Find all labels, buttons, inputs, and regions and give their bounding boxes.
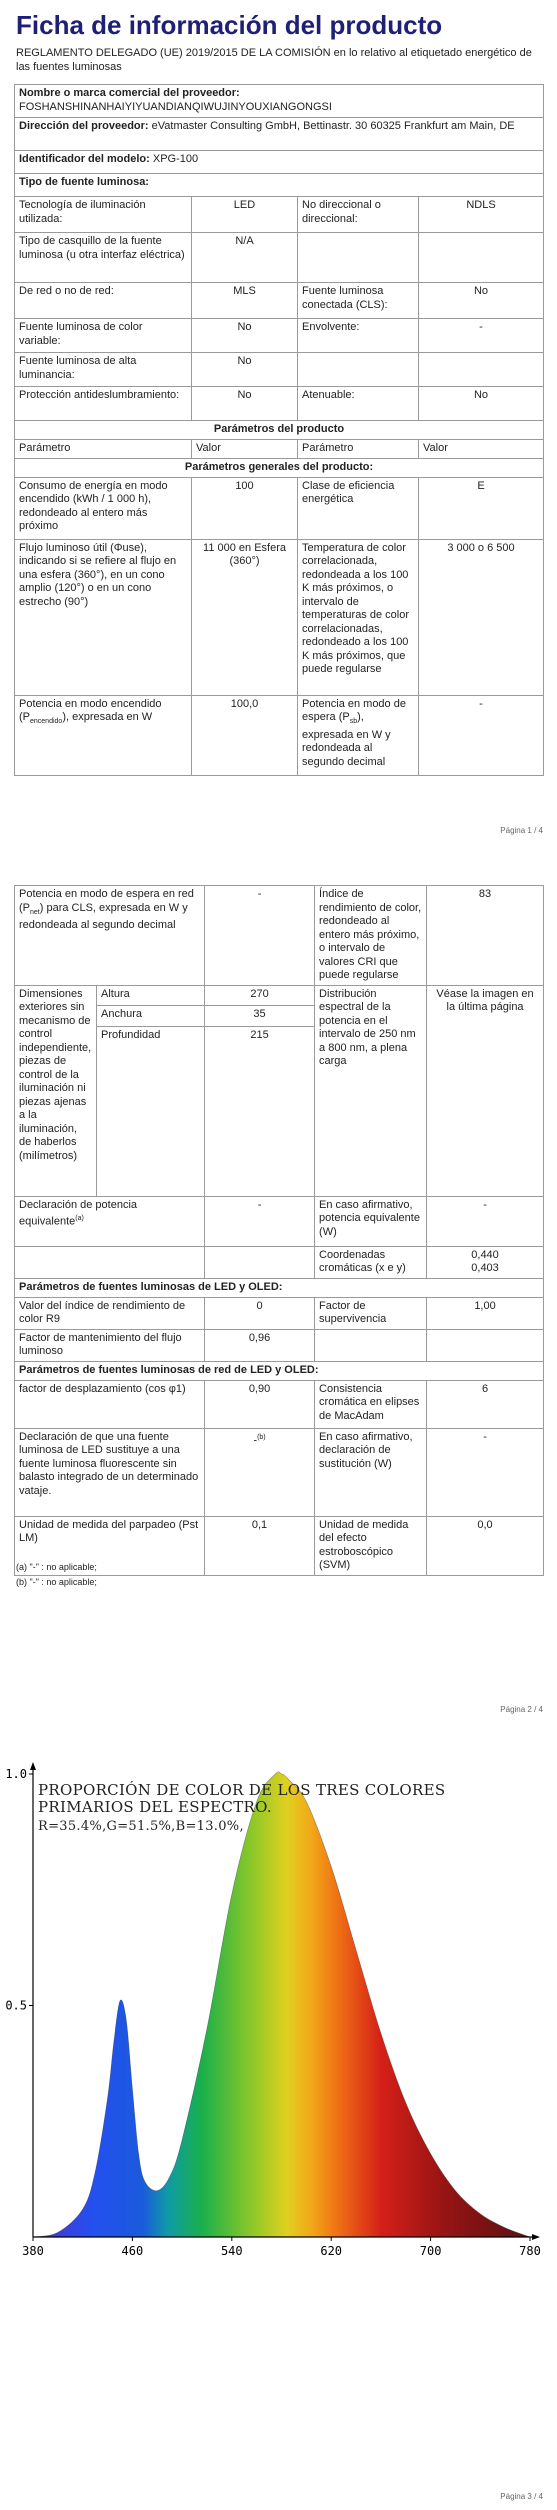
param-label: Consumo de energía en modo encendido (kWh / 1 000 h), redondeado al entero más próximo: [15, 477, 192, 539]
param-label: Unidad de medida del efecto estroboscópico (SVM): [315, 1516, 427, 1575]
mains-row: [15, 1380, 544, 1428]
type-label: [298, 233, 419, 283]
param-value: E: [419, 477, 544, 539]
params-heading-row: [15, 421, 544, 440]
param-value: 83: [427, 886, 544, 986]
type-label: [298, 353, 419, 387]
page-number: Página 2 / 4: [500, 1705, 543, 1714]
param-value: -: [427, 1196, 544, 1246]
type-label: Fuente luminosa de alta luminancia:: [15, 353, 192, 387]
label-subscript: sb: [349, 718, 358, 726]
product-info-table-continued: [14, 885, 544, 1576]
product-info-table: [14, 84, 544, 776]
type-label: Envolvente:: [298, 319, 419, 353]
type-row: [15, 233, 544, 283]
mains-heading: Parámetros de fuentes luminosas de red de LED y OLED:: [15, 1361, 544, 1380]
type-value: [419, 233, 544, 283]
y-tick-label: 1.0: [5, 1767, 27, 1781]
param-label: Coordenadas cromáticas (x e y): [315, 1246, 427, 1278]
label-text: ), expresada en W y redondeada al segundo decimal: [302, 711, 391, 768]
param-label: [15, 695, 192, 775]
label-subscript: net: [30, 908, 40, 916]
general-heading: Parámetros generales del producto:: [15, 458, 544, 477]
y-axis-arrow: [30, 1762, 36, 1770]
page-number: Página 3 / 4: [500, 2492, 543, 2501]
param-label: En caso afirmativo, declaración de sustitución (W): [315, 1428, 427, 1516]
param-value: -: [427, 1428, 544, 1516]
col-header-param: Parámetro: [15, 440, 192, 459]
param-value: 100: [192, 477, 298, 539]
type-value: NDLS: [419, 197, 544, 233]
param-value: 11 000 en Esfera (360°): [192, 539, 298, 695]
x-tick-label: 780: [519, 2244, 541, 2258]
type-label: Atenuable:: [298, 387, 419, 421]
spectral-label: Distribución espectral de la potencia en el intervalo de 250 nm a 800 nm, a plena carga: [315, 985, 427, 1196]
supplier-value: FOSHANSHINANHAIYIYUANDIANQIWUJINYOUXIANGONGSI: [19, 100, 332, 113]
general-row: [15, 695, 544, 775]
type-label: Protección antideslumbramiento:: [15, 387, 192, 421]
type-label: Tipo de casquillo de la fuente luminosa (u otra interfaz eléctrica): [15, 233, 192, 283]
label-text: Declaración de potencia equivalente: [19, 1198, 138, 1228]
params-heading: Parámetros del producto: [15, 421, 544, 440]
label-text: ), expresada en W: [62, 711, 153, 723]
model-label: Identificador del modelo:: [19, 153, 150, 165]
type-value: No: [192, 353, 298, 387]
param-value: 3 000 o 6 500: [419, 539, 544, 695]
param-value: 0: [205, 1297, 315, 1329]
param-label: [298, 695, 419, 775]
type-value: MLS: [192, 283, 298, 319]
chart-plot-area: [5, 1762, 541, 2258]
param-label: Declaración de que una fuente luminosa de LED sustituye a una fuente luminosa fluorescente sin balasto integrado de un determinado vataje.: [15, 1428, 205, 1516]
param-value: -: [205, 1196, 315, 1246]
supplier-row: [15, 85, 544, 118]
type-row: [15, 353, 544, 387]
col-header-value: Valor: [192, 440, 298, 459]
footnote-a: (a) "-" : no aplicable;: [16, 1562, 97, 1572]
param-label: Factor de mantenimiento del flujo luminoso: [15, 1329, 205, 1361]
general-row: [15, 539, 544, 695]
page-1: [0, 0, 557, 860]
general-heading-row: [15, 458, 544, 477]
page-title: Ficha de información del producto: [16, 10, 443, 40]
type-value: No: [192, 387, 298, 421]
param-value: -: [205, 886, 315, 986]
standby-row: [15, 886, 544, 986]
footnote-b: (b) "-" : no aplicable;: [16, 1577, 97, 1587]
led-row: [15, 1329, 544, 1361]
param-value: 0,0: [427, 1516, 544, 1575]
model-value: XPG-100: [152, 153, 199, 165]
param-value: -: [419, 695, 544, 775]
type-label: De red o no de red:: [15, 283, 192, 319]
label-text: ) para CLS, expresada en W y redondeada al segundo decimal: [19, 901, 188, 932]
param-label: [15, 886, 205, 986]
dimensions-label: Dimensiones exteriores sin mecanismo de control independiente, piezas de control de la iluminación ni piezas ajenas a la iluminación, de haberlos (milímetros): [15, 985, 97, 1196]
dimension-value: 270: [205, 985, 315, 1006]
param-label: factor de desplazamiento (cos φ1): [15, 1380, 205, 1428]
page-2: [0, 860, 557, 1740]
spectrum-area: [33, 1772, 530, 2237]
param-label: [315, 1329, 427, 1361]
address-row: [15, 118, 544, 151]
x-axis-arrow: [532, 2234, 540, 2240]
type-label: Fuente luminosa de color variable:: [15, 319, 192, 353]
footnote-marker: (b): [257, 1433, 266, 1441]
param-label: Unidad de medida del parpadeo (Pst LM): [15, 1516, 205, 1575]
regulation-subtitle: REGLAMENTO DELEGADO (UE) 2019/2015 DE LA COMISIÓN en lo relativo al etiquetado energético de las fuentes luminosas: [16, 47, 532, 73]
address-value: eVatmaster Consulting GmbH, Bettinastr. 30 60325 Frankfurt am Main, DE: [151, 120, 515, 132]
value-text: -: [253, 1434, 258, 1447]
param-value: [427, 1329, 544, 1361]
y-tick-label: 0.5: [5, 1998, 27, 2013]
general-row: [15, 477, 544, 539]
type-heading: Tipo de fuente luminosa:: [15, 174, 544, 197]
supplier-label: Nombre o marca comercial del proveedor:: [19, 87, 240, 99]
param-value: 0,1: [205, 1516, 315, 1575]
label-text: Potencia en modo encendido (P: [19, 697, 162, 723]
param-label: En caso afirmativo, potencia equivalente (W): [315, 1196, 427, 1246]
type-row: [15, 387, 544, 421]
chromaticity-row: [15, 1246, 544, 1278]
chart-subtitle: R=35.4%,G=51.5%,B=13.0%,: [38, 1819, 244, 1834]
footnote-marker: (a): [75, 1215, 84, 1222]
param-label: Valor del índice de rendimiento de color R9: [15, 1297, 205, 1329]
type-value: [419, 353, 544, 387]
type-value: No: [419, 387, 544, 421]
chroma-y: 0,403: [471, 1262, 499, 1274]
x-tick-label: 700: [419, 2244, 442, 2258]
column-header-row: [15, 440, 544, 459]
param-value: [427, 1246, 544, 1278]
mains-row: [15, 1428, 544, 1516]
param-value: 0,96: [205, 1329, 315, 1361]
type-label: Tecnología de iluminación utilizada:: [15, 197, 192, 233]
type-label: Fuente luminosa conectada (CLS):: [298, 283, 419, 319]
param-value: 1,00: [427, 1297, 544, 1329]
equivalent-power-row: [15, 1196, 544, 1246]
x-tick-label: 620: [320, 2244, 343, 2258]
param-label: [15, 1196, 205, 1246]
chart-title: PROPORCIÓN DE COLOR DE LOS TRES COLORES PRIMARIOS DEL ESPECTRO.: [38, 1781, 446, 1816]
type-heading-row: [15, 174, 544, 197]
dimension-name: Altura: [97, 985, 205, 1006]
mains-heading-row: [15, 1361, 544, 1380]
spectral-value: Véase la imagen en la última página: [427, 985, 544, 1196]
type-value: N/A: [192, 233, 298, 283]
col-header-value: Valor: [419, 440, 544, 459]
label-text: Potencia en modo de espera (P: [302, 697, 406, 723]
dimension-name: Anchura: [97, 1006, 205, 1027]
param-label: Factor de supervivencia: [315, 1297, 427, 1329]
param-value: 0,90: [205, 1380, 315, 1428]
type-row: [15, 197, 544, 233]
type-row: [15, 319, 544, 353]
page-3: [0, 1740, 557, 2510]
param-label: Índice de rendimiento de color, redondeado al entero más próximo, o intervalo de valores CRI que puede regularse: [315, 886, 427, 986]
param-value: 6: [427, 1380, 544, 1428]
type-value: No: [192, 319, 298, 353]
param-label: Clase de eficiencia energética: [298, 477, 419, 539]
x-tick-label: 460: [121, 2244, 144, 2258]
param-label: Temperatura de color correlacionada, redondeada a los 100 K más próximos, o intervalo de temperaturas de color correlacionadas, redondeado a los 100 K más próximos, que puede regularse: [298, 539, 419, 695]
dimension-value: 215: [205, 1026, 315, 1196]
chroma-x: 0,440: [471, 1248, 499, 1261]
model-row: [15, 151, 544, 174]
param-value: [205, 1428, 315, 1516]
x-tick-label: 380: [22, 2244, 44, 2258]
type-row: [15, 283, 544, 319]
label-subscript: encendido: [30, 718, 63, 726]
led-heading-row: [15, 1278, 544, 1297]
label-text: Potencia en modo de espera en red (P: [19, 888, 194, 914]
footnotes: [16, 1560, 97, 1590]
param-value: 100,0: [192, 695, 298, 775]
type-value: LED: [192, 197, 298, 233]
x-tick-label: 540: [220, 2244, 243, 2258]
dimension-name: Profundidad: [97, 1026, 205, 1196]
dimensions-row: [15, 985, 544, 1006]
type-value: -: [419, 319, 544, 353]
param-label: Flujo luminoso útil (Φuse), indicando si se refiere al flujo en una esfera (360°), en un cono amplio (120°) o en un cono estrecho (90°): [15, 539, 192, 695]
led-heading: Parámetros de fuentes luminosas de LED y OLED:: [15, 1278, 544, 1297]
page-number: Página 1 / 4: [500, 826, 543, 835]
param-label: Consistencia cromática en elipses de MacAdam: [315, 1380, 427, 1428]
dimension-value: 35: [205, 1006, 315, 1027]
col-header-param: Parámetro: [298, 440, 419, 459]
type-value: No: [419, 283, 544, 319]
type-label: No direccional o direccional:: [298, 197, 419, 233]
led-row: [15, 1297, 544, 1329]
address-label: Dirección del proveedor:: [19, 120, 149, 132]
